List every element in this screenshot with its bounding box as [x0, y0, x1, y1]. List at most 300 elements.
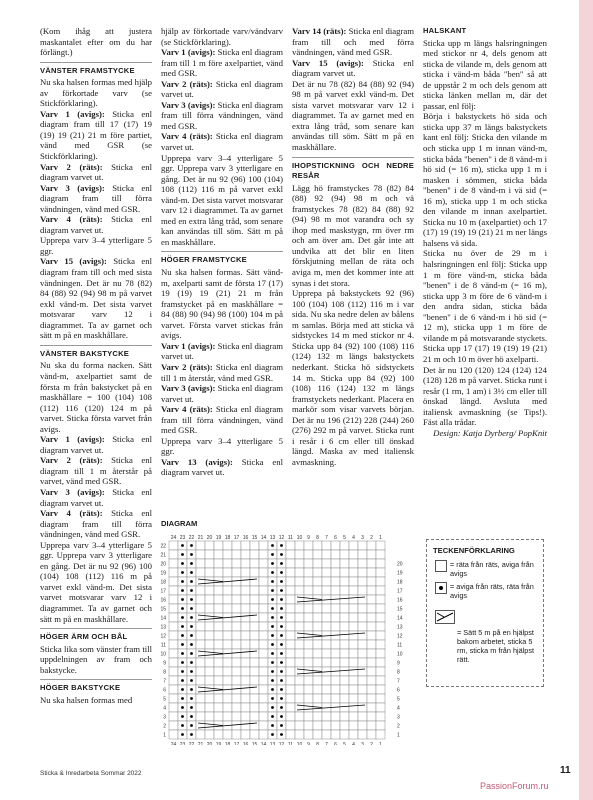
chart-cell	[313, 622, 322, 631]
chart-cell	[295, 613, 304, 622]
column-label: 2	[370, 742, 373, 745]
chart-cell	[295, 568, 304, 577]
legend-cable: = Sätt 5 m på en hjälpst bakom arbetet, sticka 5 rm, sticka m från hjälpst rätt.	[457, 628, 535, 664]
chart-cell	[295, 703, 304, 712]
chart-cell	[358, 595, 367, 604]
chart-cell	[358, 658, 367, 667]
chart-cell	[223, 568, 232, 577]
purl-dot	[190, 670, 193, 673]
row-label: 19	[397, 570, 403, 577]
chart-cell	[331, 622, 340, 631]
chart-cell	[367, 604, 376, 613]
chart-cell	[322, 613, 331, 622]
chart-cell	[259, 730, 268, 739]
chart-cell	[223, 604, 232, 613]
chart-cell	[295, 685, 304, 694]
chart-cell	[250, 694, 259, 703]
purl-dot	[280, 679, 283, 682]
chart-cell	[286, 568, 295, 577]
chart-cell	[250, 595, 259, 604]
chart-cell	[169, 730, 178, 739]
column-label: 14	[260, 535, 267, 541]
chart-cell	[205, 613, 214, 622]
chart-cell	[196, 604, 205, 613]
chart-cell	[349, 730, 358, 739]
purl-dot	[181, 661, 184, 664]
chart-cell	[376, 586, 385, 595]
chart-cell	[241, 559, 250, 568]
chart-cell	[241, 631, 250, 640]
chart-cell	[232, 586, 241, 595]
chart-cell	[358, 613, 367, 622]
chart-cell	[259, 640, 268, 649]
chart-cell	[376, 559, 385, 568]
chart-cell	[241, 640, 250, 649]
legend-title: TECKENFÖRKLARING	[433, 546, 515, 555]
chart-cell	[322, 649, 331, 658]
chart-cell	[304, 721, 313, 730]
column-label: 4	[352, 742, 355, 745]
row-instruction: Varv 2 (räts): Sticka enl diagram varvet ut.	[161, 78, 284, 100]
row-label: 14	[397, 615, 403, 622]
chart-cell	[286, 541, 295, 550]
chart-cell	[322, 577, 331, 586]
chart-cell	[205, 712, 214, 721]
chart-cell	[169, 712, 178, 721]
row-instruction: Varv 1 (avigs): Sticka enl diagram varvet ut.	[40, 434, 152, 455]
chart-cell	[214, 595, 223, 604]
paragraph: Det är nu 120 (120) 124 (124) 124 (128) 128 m på varvet. Sticka runt i resår (1 rm, 1 am) i 3½ cm eller till önskad längd. Avsluta med italiensk avmaskning (se Tips!). Fäst alla trådar.	[423, 364, 548, 428]
chart-cell	[196, 721, 205, 730]
purl-dot	[280, 634, 283, 637]
chart-cell	[295, 541, 304, 550]
row-label: 3	[163, 714, 166, 721]
row-label: 18	[397, 579, 403, 586]
chart-cell	[304, 595, 313, 604]
column-label: 19	[215, 742, 222, 745]
chart-cell	[214, 568, 223, 577]
text-column-3	[292, 26, 414, 467]
chart-cell	[169, 649, 178, 658]
chart-cell	[331, 550, 340, 559]
row-label: 6	[163, 687, 166, 694]
purl-dot	[190, 571, 193, 574]
chart-cell	[232, 595, 241, 604]
chart-cell	[295, 604, 304, 613]
row-label: 5	[397, 696, 400, 703]
chart-cell	[295, 712, 304, 721]
purl-dot	[181, 679, 184, 682]
chart-cell	[205, 703, 214, 712]
chart-cell	[196, 712, 205, 721]
chart-cell	[295, 649, 304, 658]
chart-cell	[340, 667, 349, 676]
chart-cell	[205, 541, 214, 550]
chart-cell	[196, 541, 205, 550]
chart-cell	[241, 703, 250, 712]
column-label: 15	[251, 535, 258, 541]
column-label: 23	[179, 535, 186, 541]
chart-cell	[205, 676, 214, 685]
column-label: 18	[224, 742, 231, 745]
purl-dot	[190, 706, 193, 709]
chart-cell	[340, 586, 349, 595]
chart-cell	[367, 613, 376, 622]
chart-cell	[322, 640, 331, 649]
chart-cell	[205, 721, 214, 730]
chart-cell	[376, 667, 385, 676]
row-label: 21	[160, 552, 166, 559]
purl-dot	[271, 661, 274, 664]
chart-cell	[322, 541, 331, 550]
chart-cell	[286, 622, 295, 631]
chart-cell	[304, 631, 313, 640]
row-label: 4	[163, 705, 166, 712]
chart-cell	[259, 613, 268, 622]
chart-cell	[331, 721, 340, 730]
chart-cell	[241, 568, 250, 577]
chart-cell	[340, 613, 349, 622]
column-label: 5	[343, 535, 346, 541]
chart-cell	[223, 541, 232, 550]
chart-cell	[169, 568, 178, 577]
chart-cell	[322, 568, 331, 577]
chart-cell	[349, 667, 358, 676]
row-label: 5	[163, 696, 166, 703]
heading-left-front: VÄNSTER FRAMSTYCKE	[40, 62, 152, 77]
chart-cell	[313, 676, 322, 685]
chart-cell	[367, 586, 376, 595]
purl-dot	[271, 643, 274, 646]
chart-cell	[286, 712, 295, 721]
chart-cell	[304, 703, 313, 712]
dot-square-icon	[435, 582, 447, 594]
purl-dot	[280, 715, 283, 718]
chart-cell	[259, 721, 268, 730]
chart-cell	[169, 631, 178, 640]
row-instruction: Varv 4 (räts): Sticka enl diagram varvet ut.	[40, 214, 152, 235]
chart-cell	[313, 730, 322, 739]
column-label: 9	[307, 535, 310, 541]
chart-cell	[196, 550, 205, 559]
chart-cell	[376, 712, 385, 721]
row-label: 10	[160, 651, 166, 658]
chart-cell	[286, 703, 295, 712]
chart-cell	[286, 658, 295, 667]
chart-cell	[169, 622, 178, 631]
chart-cell	[376, 613, 385, 622]
chart-cell	[304, 712, 313, 721]
row-label: 17	[160, 588, 166, 595]
row-instruction: Varv 2 (räts): Sticka enl diagram till 1 m återstår, vänd med GSR.	[161, 361, 284, 383]
purl-dot	[280, 652, 283, 655]
purl-dot	[190, 661, 193, 664]
chart-cell	[286, 613, 295, 622]
row-label: 16	[160, 597, 166, 604]
chart-cell	[331, 613, 340, 622]
purl-dot	[280, 661, 283, 664]
cable-symbol-icon	[435, 610, 455, 624]
chart-cell	[250, 586, 259, 595]
chart-cell	[376, 550, 385, 559]
chart-cell	[322, 694, 331, 703]
chart-cell	[376, 658, 385, 667]
chart-cell	[331, 586, 340, 595]
purl-dot	[271, 688, 274, 691]
purl-dot	[271, 607, 274, 610]
chart-cell	[286, 631, 295, 640]
chart-cell	[376, 568, 385, 577]
chart-cell	[169, 577, 178, 586]
heading-right-front: HÖGER FRAMSTYCKE	[161, 251, 283, 266]
heading-right-sleeve: HÖGER ÄRM OCH BÅL	[40, 628, 152, 643]
purl-dot	[271, 652, 274, 655]
purl-dot	[280, 688, 283, 691]
chart-cell	[232, 667, 241, 676]
chart-cell	[349, 703, 358, 712]
chart-cell	[358, 649, 367, 658]
chart-cell	[349, 721, 358, 730]
column-label: 13	[269, 535, 276, 541]
chart-cell	[241, 613, 250, 622]
chart-cell	[349, 676, 358, 685]
purl-dot	[190, 724, 193, 727]
row-label: 1	[163, 732, 166, 739]
chart-cell	[169, 559, 178, 568]
column-label: 10	[296, 535, 303, 541]
row-label: 12	[397, 633, 403, 640]
chart-cell	[259, 658, 268, 667]
purl-dot	[190, 544, 193, 547]
column-label: 21	[197, 535, 204, 541]
row-instruction: Varv 3 (avigs): Sticka enl diagram fram till förra vändningen, vänd med GSR.	[161, 99, 283, 131]
purl-dot	[181, 670, 184, 673]
chart-cell	[340, 658, 349, 667]
chart-cell	[214, 631, 223, 640]
chart-cell	[367, 649, 376, 658]
chart-cell	[232, 721, 241, 730]
chart-cell	[196, 676, 205, 685]
chart-cell	[349, 586, 358, 595]
legend-knit: = räta från räts, aviga från avigs	[435, 560, 538, 578]
column-label: 16	[242, 742, 249, 745]
purl-dot	[181, 652, 184, 655]
paragraph: Upprepa på bakstyckets 92 (96) 100 (104) 108 (112) 116 m i var sida. Nu ska nedre delen av bålens m samlas. Börja med att sticka vä sidstyckes 14 m med stickor nr 4. Sticka upp 84 (92) 100 (108) 116 (124) 132 m längs bakstyckets nederkant. Sticka hö sidstyckets 14 m. Sticka upp 84 (92) 100 (108) 116 (124) 132 m längs framstyckets nederkant. Placera en markör som visar varvets början. Det är nu 196 (212) 228 (244) 260 (276) 292 m på varvet. Sticka runt i resår i 6 cm eller till önskad längd. Maska av med italiensk avmaskning.	[292, 288, 414, 467]
chart-cell	[358, 631, 367, 640]
chart-cell	[241, 667, 250, 676]
purl-dot	[271, 706, 274, 709]
chart-cell	[169, 595, 178, 604]
chart-cell	[331, 658, 340, 667]
chart-cell	[322, 658, 331, 667]
column-label: 20	[206, 535, 213, 541]
chart-cell	[259, 649, 268, 658]
purl-dot	[190, 625, 193, 628]
column-label: 7	[325, 742, 328, 745]
chart-cell	[214, 640, 223, 649]
chart-cell	[286, 694, 295, 703]
chart-cell	[232, 613, 241, 622]
chart-cell	[205, 667, 214, 676]
chart-cell	[367, 568, 376, 577]
chart-cell	[169, 703, 178, 712]
chart-cell	[214, 658, 223, 667]
paragraph: Upprepa varv 3–4 ytterligare 5 ggr. Upprepa varv 3 ytterligare en gång. Det är nu 92 (96) 100 (104) 108 (112) 116 m på varvet exkl vänd-m. Det sista varvet motsvarar varv 12 i diagrammet. Ta av garnet med en extra lång tråd, som senare kan användas till söm. Sätt m på en maskhållare.	[161, 152, 283, 247]
row-instruction: Varv 1 (avigs): Sticka enl diagram fram till 17 (17) 19 (19) 19 (21) 21 m före partiet, vänd med GSR (se Stickförklaring).	[40, 108, 152, 162]
chart-cell	[205, 586, 214, 595]
chart-cell	[205, 568, 214, 577]
purl-dot	[190, 580, 193, 583]
chart-cell	[250, 568, 259, 577]
chart-cell	[250, 676, 259, 685]
chart-cell	[322, 712, 331, 721]
chart-cell	[259, 595, 268, 604]
purl-dot	[181, 688, 184, 691]
chart-cell	[214, 730, 223, 739]
knitting-chart	[155, 533, 425, 745]
row-label: 6	[397, 687, 400, 694]
column-label: 12	[278, 742, 285, 745]
column-label: 2	[370, 535, 373, 541]
row-instruction: Varv 15 (avigs): Sticka enl diagram fram till och med sista vändningen. Det är nu 78 (82) 84 (88) 92 (94) 98 m på varvet exkl vänd-m. Det sista varvet motsvarar varv 12 i diagrammet. Ta av garnet och sätt m på en maskhållare.	[40, 256, 152, 341]
column-label: 17	[233, 535, 240, 541]
column-label: 3	[361, 535, 364, 541]
column-label: 4	[352, 535, 355, 541]
paragraph: Börja i bakstyckets hö sida och sticka upp 37 m längs bakstyckets kant enl följ: Sticka den vilande m och sticka upp 1 m innan vänd-m, sticka båda "benen" i de 8 vänd-m i hö sid (= 16 m), sticka upp 1 m i masken i sömmen, sticka båda "benen" i de 8 vänd-m i vä sid (= 16 m), sticka upp 1 m och sticka den vilande m innan axelpartiet. Sticka nu 10 m (axelpartiet) och 17 (17) 19 (19) 19 (21) 21 m ner längs halsens vä sida.	[423, 111, 547, 248]
row-label: 10	[397, 651, 403, 658]
chart-cell	[286, 595, 295, 604]
chart-cell	[232, 730, 241, 739]
chart-cell	[250, 640, 259, 649]
chart-cell	[241, 595, 250, 604]
text-column-4	[423, 26, 547, 438]
chart-cell	[367, 550, 376, 559]
purl-dot	[181, 697, 184, 700]
chart-cell	[259, 694, 268, 703]
chart-cell	[295, 631, 304, 640]
purl-dot	[181, 598, 184, 601]
chart-cell	[331, 604, 340, 613]
chart-cell	[349, 604, 358, 613]
purl-dot	[181, 571, 184, 574]
row-label: 2	[397, 723, 400, 730]
chart-cell	[340, 703, 349, 712]
chart-cell	[304, 622, 313, 631]
chart-cell	[241, 658, 250, 667]
chart-cell	[367, 541, 376, 550]
chart-cell	[358, 694, 367, 703]
chart-cell	[340, 640, 349, 649]
row-label: 3	[397, 714, 400, 721]
chart-cell	[205, 550, 214, 559]
chart-cell	[340, 694, 349, 703]
chart-cell	[259, 685, 268, 694]
purl-dot	[271, 598, 274, 601]
chart-cell	[349, 613, 358, 622]
row-instruction: Varv 3 (avigs): Sticka enl diagram fram till förra vändningen, vänd med GSR.	[40, 182, 152, 214]
column-label: 24	[170, 535, 177, 541]
chart-cell	[196, 559, 205, 568]
purl-dot	[190, 652, 193, 655]
chart-cell	[196, 667, 205, 676]
row-instruction: Varv 3 (avigs): Sticka enl diagram varvet ut.	[40, 486, 152, 508]
chart-cell	[205, 640, 214, 649]
chart-cell	[169, 685, 178, 694]
row-label: 16	[397, 597, 403, 604]
purl-dot	[280, 697, 283, 700]
chart-cell	[169, 667, 178, 676]
chart-cell	[322, 550, 331, 559]
chart-cell	[241, 577, 250, 586]
chart-cell	[295, 550, 304, 559]
chart-cell	[259, 622, 268, 631]
chart-cell	[349, 658, 358, 667]
chart-cell	[349, 640, 358, 649]
chart-cell	[205, 595, 214, 604]
chart-cell	[304, 577, 313, 586]
chart-cell	[223, 694, 232, 703]
purl-dot	[190, 562, 193, 565]
column-label: 18	[224, 535, 231, 541]
purl-dot	[271, 616, 274, 619]
magazine-footer: Sticka & Inredarbeta Sommar 2022	[40, 770, 142, 777]
chart-cell	[367, 712, 376, 721]
chart-cell	[358, 730, 367, 739]
chart-cell	[304, 613, 313, 622]
heading-left-back: VÄNSTER BAKSTYCKE	[40, 345, 152, 360]
row-label: 22	[160, 543, 166, 550]
empty-square-icon	[435, 560, 447, 572]
legend-purl: = aviga från räts, räta från avigs	[435, 582, 538, 600]
chart-cell	[250, 559, 259, 568]
purl-dot	[280, 616, 283, 619]
purl-dot	[181, 643, 184, 646]
chart-cell	[169, 640, 178, 649]
chart-cell	[295, 676, 304, 685]
chart-cell	[196, 595, 205, 604]
chart-cell	[295, 577, 304, 586]
row-instruction: Varv 14 (räts): Sticka enl diagram fram till och med förra vändningen, vänd med GSR.	[292, 26, 415, 58]
chart-cell	[295, 667, 304, 676]
chart-cell	[286, 604, 295, 613]
chart-cell	[205, 622, 214, 631]
row-label: 8	[163, 669, 166, 676]
purl-dot	[280, 670, 283, 673]
chart-cell	[196, 577, 205, 586]
column-label: 23	[179, 742, 186, 745]
chart-cell	[223, 703, 232, 712]
chart-cell	[313, 640, 322, 649]
chart-cell	[376, 604, 385, 613]
chart-cell	[313, 712, 322, 721]
purl-dot	[271, 697, 274, 700]
chart-cell	[304, 586, 313, 595]
chart-cell	[358, 703, 367, 712]
chart-cell	[304, 541, 313, 550]
paragraph: Lägg hö framstyckes 78 (82) 84 (88) 92 (94) 98 m och vä framstyckes 78 (82) 84 (88) 92 (94) 98 m mot varandra och sy ihop med maskstygn, rm över rm och am över am. Det går inte att undvika att det blir en liten förskjutning mellan de räta och aviga m, men det kommer inte att synas i det stora.	[292, 182, 414, 288]
chart-cell	[196, 658, 205, 667]
chart-cell	[367, 694, 376, 703]
row-instruction: Varv 1 (avigs): Sticka enl diagram fram till 1 m före axelpartiet, vänd med GSR.	[161, 47, 283, 79]
row-label: 20	[397, 561, 403, 568]
chart-cell	[376, 541, 385, 550]
chart-cell	[196, 622, 205, 631]
chart-cell	[223, 667, 232, 676]
chart-cell	[340, 559, 349, 568]
column-label: 9	[307, 742, 310, 745]
chart-cell	[214, 694, 223, 703]
chart-cell	[169, 658, 178, 667]
